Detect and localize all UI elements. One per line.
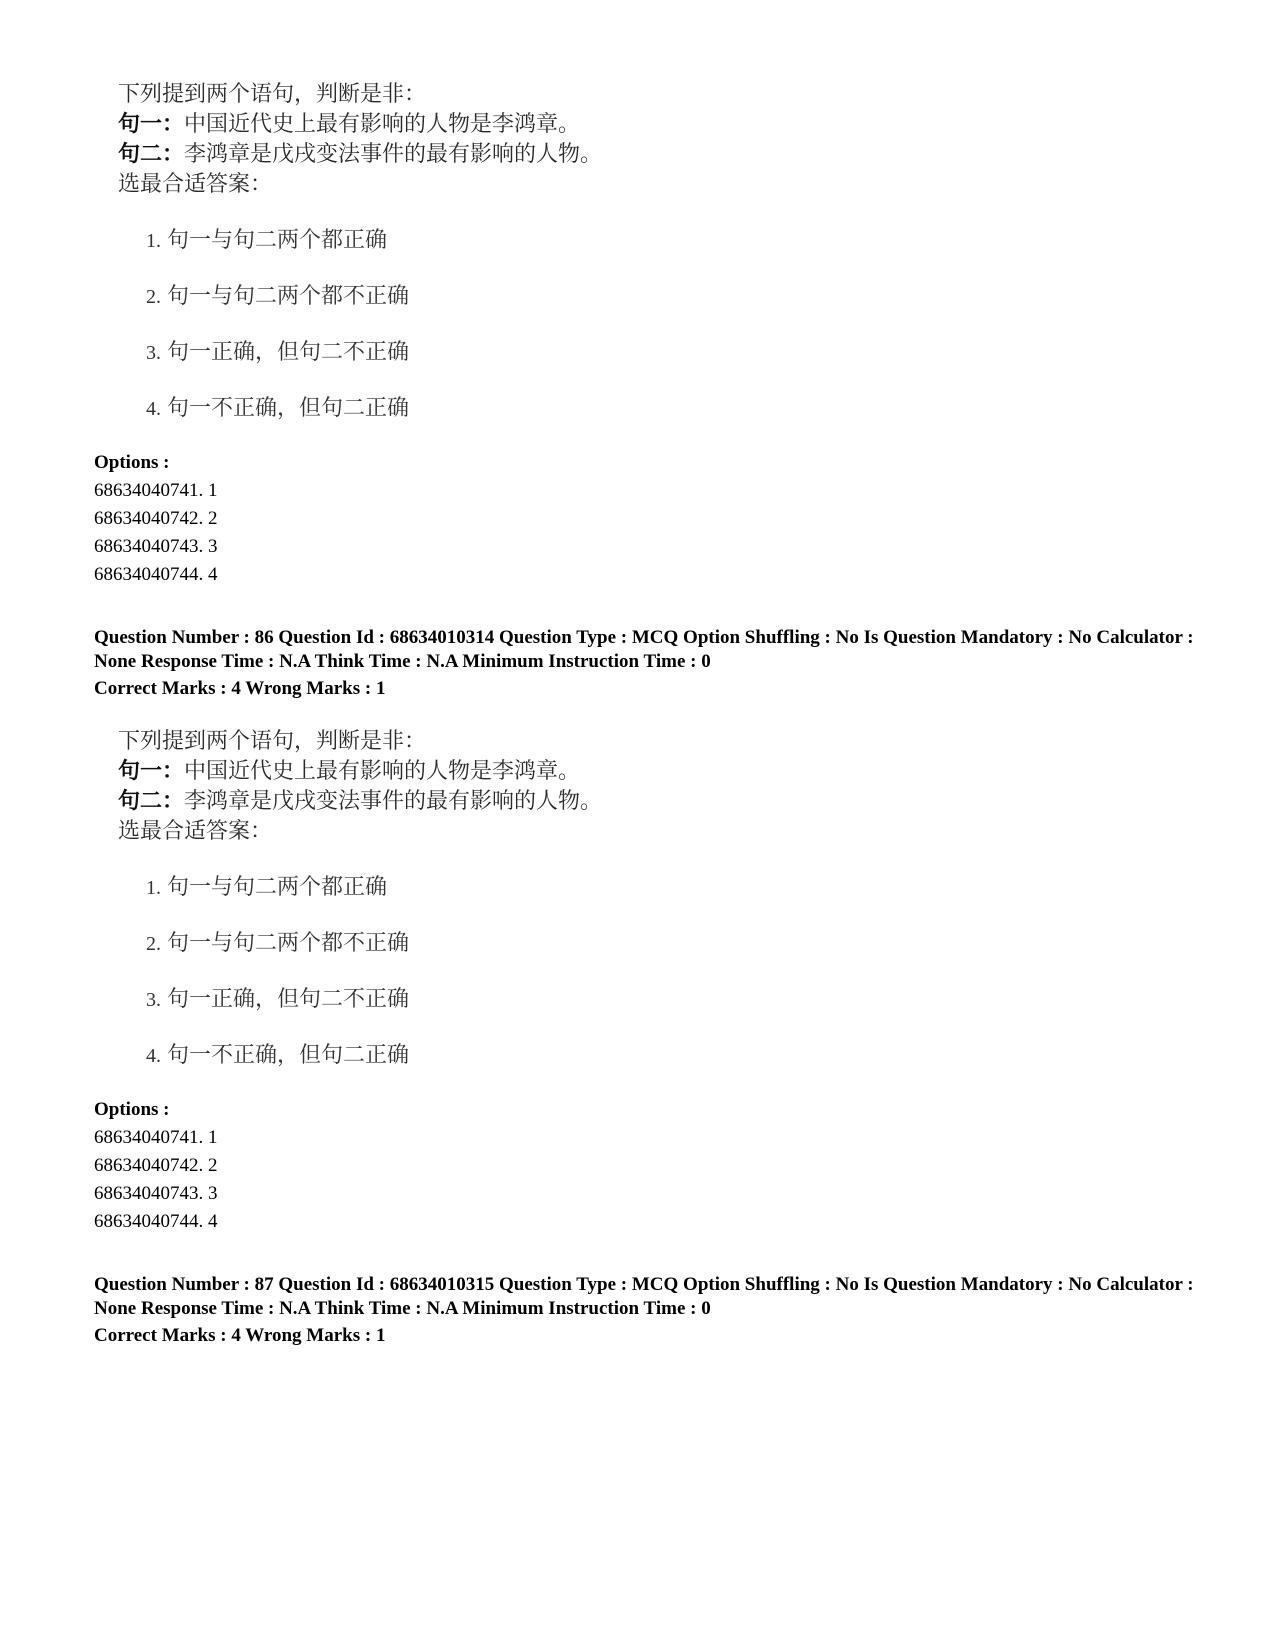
sentence-two-text: 李鸿章是戊戌变法事件的最有影响的人物。 — [184, 789, 603, 814]
sentence-two-label: 句二： — [118, 789, 185, 814]
choice-item: 3. 句一正确，但句二不正确 — [146, 987, 410, 1012]
sentence-two-label: 句二： — [118, 142, 185, 167]
question-meta: Question Number : 86 Question Id : 68634010314 Question Type : MCQ Option Shuffling : No Is Question Mandatory : No Calculator : None Response Time : N.A Think Time : N.A Minimum Instruction Time : 0 — [94, 627, 1194, 672]
choice-item: 3. 句一正确，但句二不正确 — [146, 340, 410, 365]
question-marks: Correct Marks : 4 Wrong Marks : 1 — [94, 1325, 386, 1346]
sentence-one-text: 中国近代史上最有影响的人物是李鸿章。 — [184, 112, 581, 137]
choice-item: 4. 句一不正确，但句二正确 — [146, 1043, 410, 1068]
options-heading: Options : — [94, 1099, 170, 1120]
choice-item: 4. 句一不正确，但句二正确 — [146, 396, 410, 421]
option-row: 68634040741. 1 — [94, 480, 218, 501]
option-row: 68634040742. 2 — [94, 1155, 218, 1176]
question-prompt: 选最合适答案： — [118, 172, 273, 197]
option-row: 68634040743. 3 — [94, 536, 218, 557]
option-row: 68634040744. 4 — [94, 1211, 218, 1232]
option-row: 68634040741. 1 — [94, 1127, 218, 1148]
question-marks: Correct Marks : 4 Wrong Marks : 1 — [94, 678, 386, 699]
sentence-two — [118, 140, 602, 170]
choice-item: 1. 句一与句二两个都正确 — [146, 228, 388, 253]
sentence-one-label: 句一： — [118, 112, 185, 137]
option-row: 68634040742. 2 — [94, 508, 218, 529]
choice-item: 2. 句一与句二两个都不正确 — [146, 931, 410, 956]
sentence-one — [118, 110, 580, 140]
sentence-one — [118, 757, 580, 787]
sentence-two-text: 李鸿章是戊戌变法事件的最有影响的人物。 — [184, 142, 603, 167]
question-meta: Question Number : 87 Question Id : 68634010315 Question Type : MCQ Option Shuffling : No Is Question Mandatory : No Calculator : None Response Time : N.A Think Time : N.A Minimum Instruction Time : 0 — [94, 1274, 1194, 1319]
question-intro: 下列提到两个语句，判断是非： — [118, 82, 427, 107]
sentence-two — [118, 787, 602, 817]
option-row: 68634040744. 4 — [94, 564, 218, 585]
choice-item: 1. 句一与句二两个都正确 — [146, 875, 388, 900]
options-heading: Options : — [94, 452, 170, 473]
sentence-one-text: 中国近代史上最有影响的人物是李鸿章。 — [184, 759, 581, 784]
question-intro: 下列提到两个语句，判断是非： — [118, 729, 427, 754]
choice-item: 2. 句一与句二两个都不正确 — [146, 284, 410, 309]
option-row: 68634040743. 3 — [94, 1183, 218, 1204]
question-prompt: 选最合适答案： — [118, 819, 273, 844]
sentence-one-label: 句一： — [118, 759, 185, 784]
